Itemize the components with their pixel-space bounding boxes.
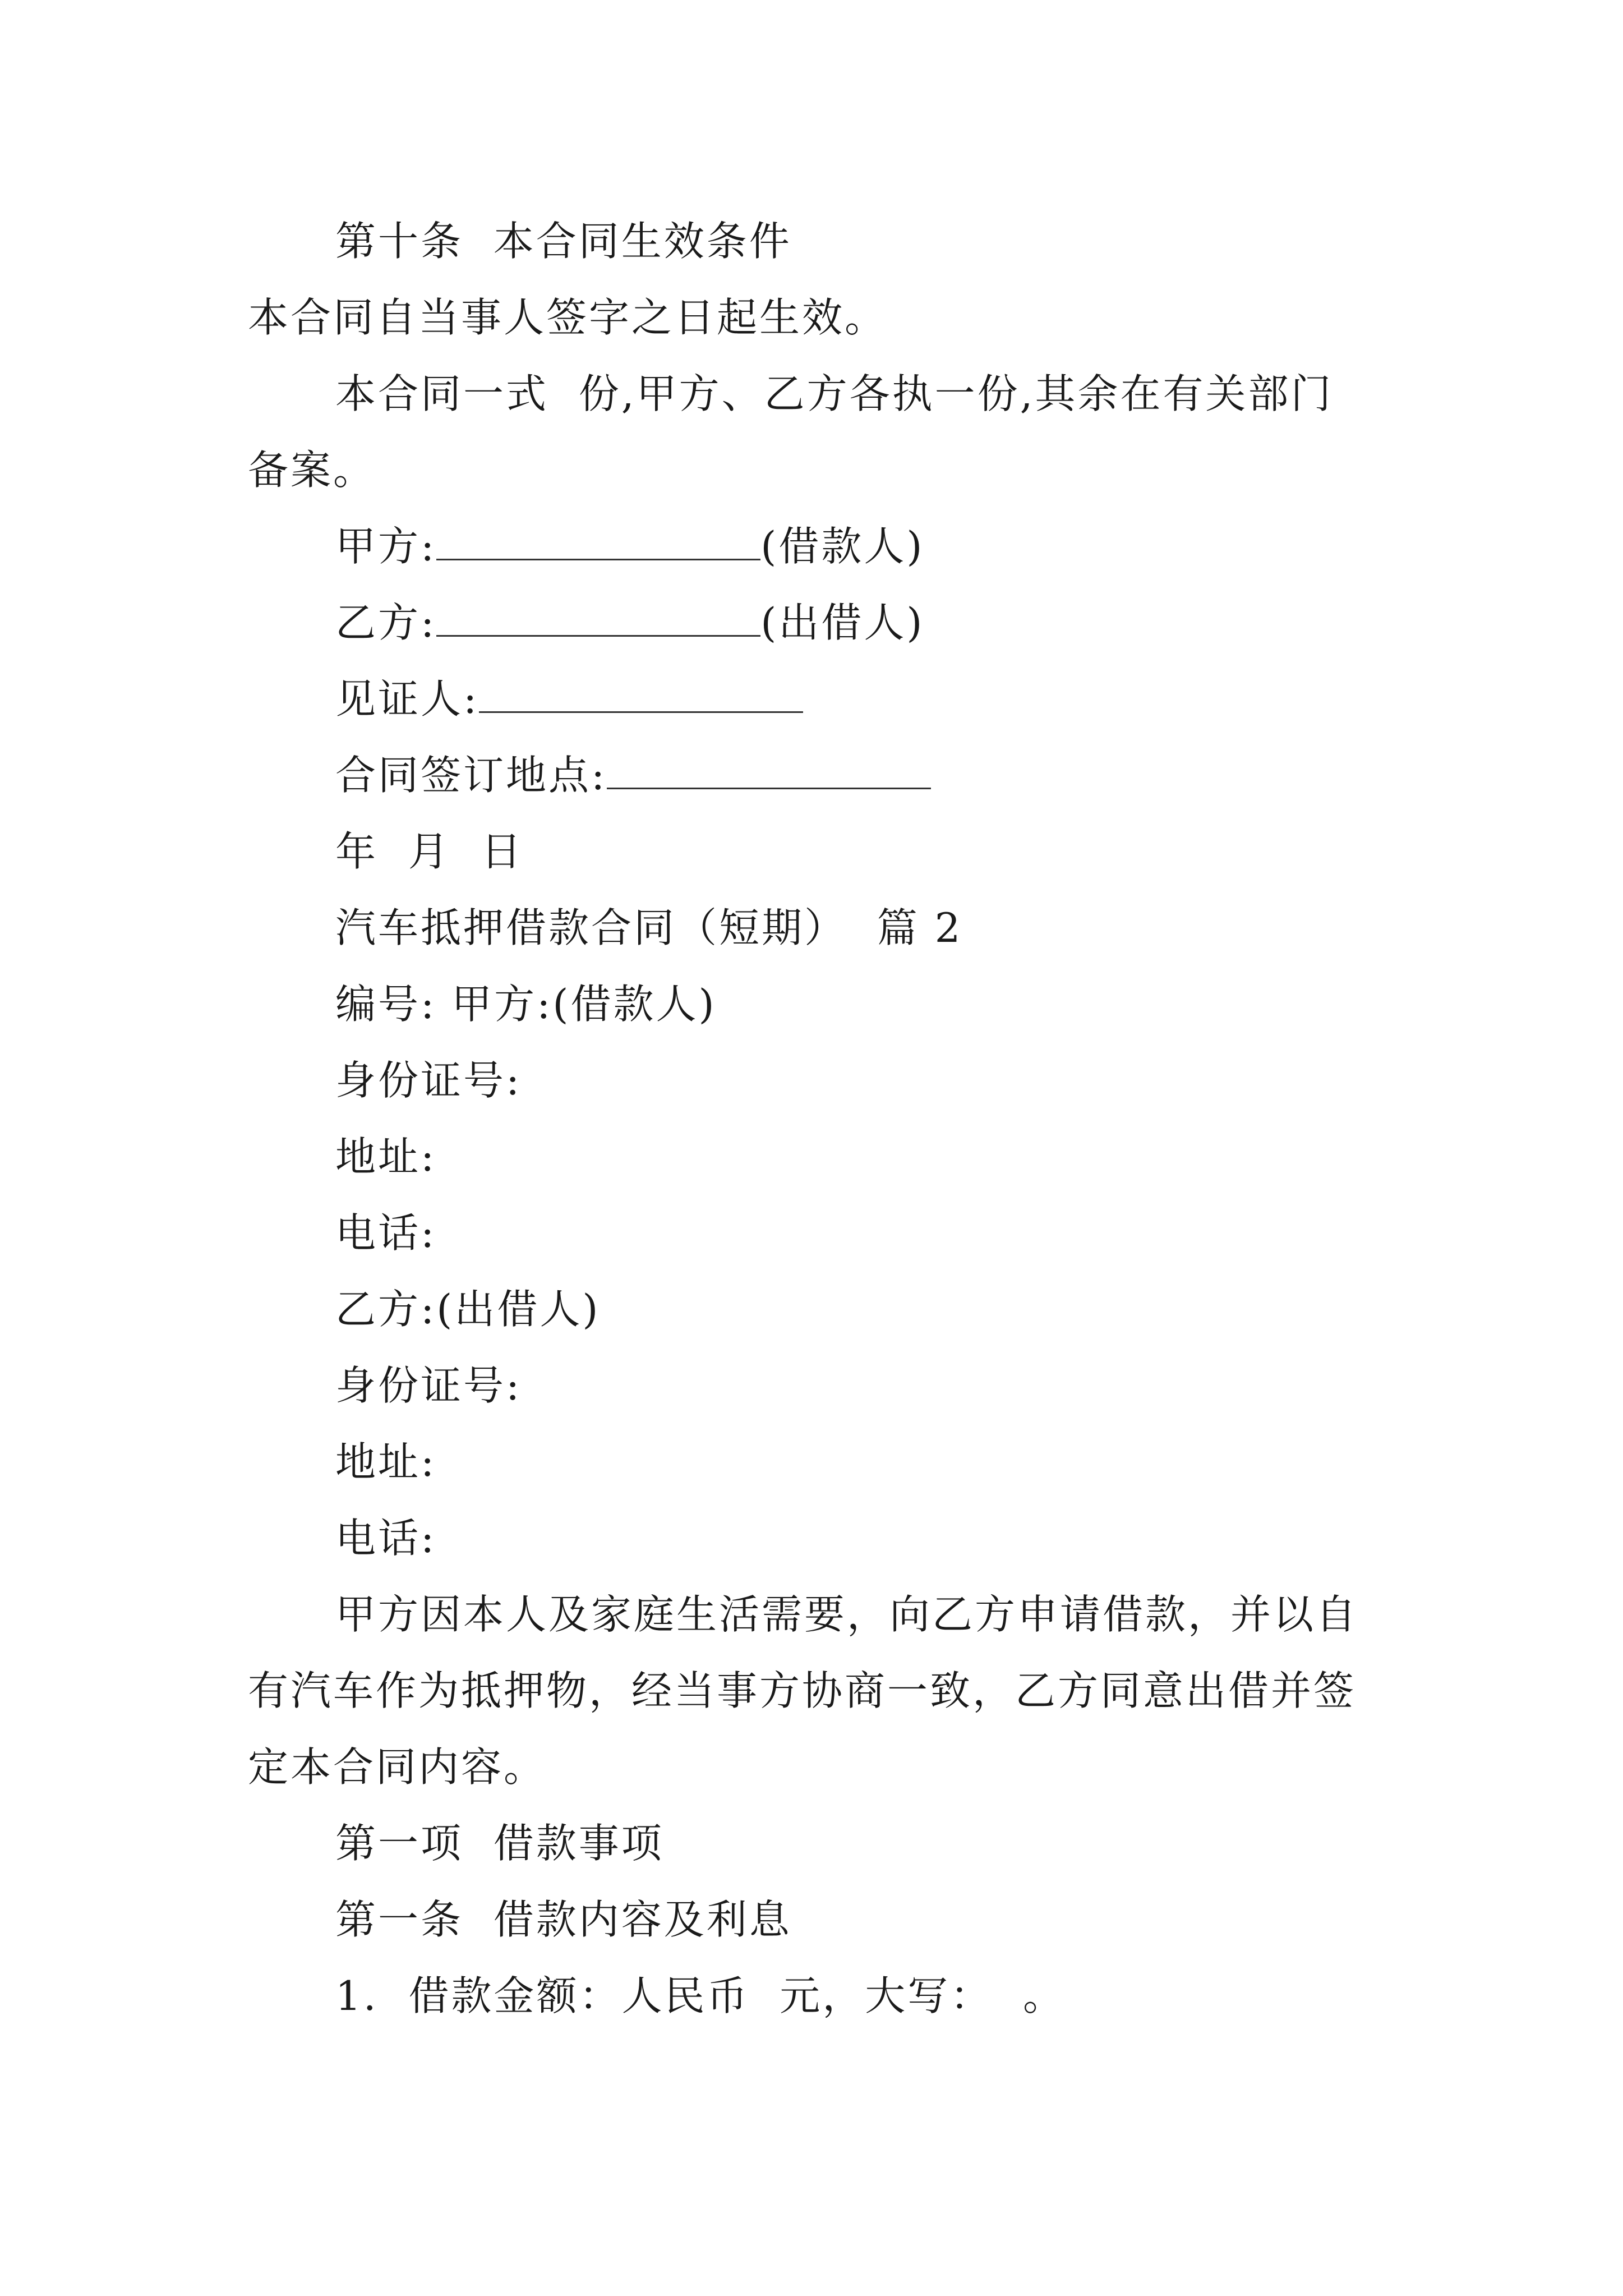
date-line: 年 月 日 bbox=[335, 828, 524, 875]
party-b-label: 乙方: bbox=[335, 599, 437, 646]
intro-paragraph-line-3: 定本合同内容。 bbox=[248, 1743, 547, 1791]
party-b-role: (出借人) bbox=[760, 599, 925, 646]
signing-place bbox=[335, 747, 931, 803]
article-1-heading: 第一条 借款内容及利息 bbox=[335, 1896, 792, 1943]
intro-paragraph-line-1: 甲方因本人及家庭生活需要，向乙方申请借款，并以自 bbox=[335, 1591, 1359, 1638]
signature-witness bbox=[335, 671, 803, 727]
party-b-line: 乙方:(出借人) bbox=[335, 1286, 601, 1333]
party-a-address-line: 地址: bbox=[335, 1133, 437, 1180]
party-a-phone-line: 电话: bbox=[335, 1209, 437, 1257]
loan-amount-line: 1. 借款金额：人民币 元，大写： 。 bbox=[335, 1972, 1066, 2019]
witness-signature-blank bbox=[479, 671, 803, 713]
witness-label: 见证人: bbox=[335, 675, 479, 723]
party-b-address-line: 地址: bbox=[335, 1438, 437, 1485]
party-a-role: (借款人) bbox=[760, 523, 925, 570]
place-label: 合同签订地点: bbox=[335, 752, 607, 799]
party-b-id-line: 身份证号: bbox=[335, 1362, 522, 1409]
party-b-signature-blank bbox=[436, 595, 760, 637]
place-blank bbox=[607, 747, 931, 789]
party-a-signature-blank bbox=[436, 518, 760, 560]
effective-clause: 本合同自当事人签字之日起生效。 bbox=[248, 294, 888, 341]
copies-clause-line-1: 本合同一式 份,甲方、乙方各执一份,其余在有关部门 bbox=[335, 370, 1334, 417]
copies-clause-line-2: 备案。 bbox=[248, 447, 376, 494]
party-b-phone-line: 电话: bbox=[335, 1515, 437, 1562]
article-10-heading: 第十条 本合同生效条件 bbox=[335, 218, 792, 265]
party-a-label: 甲方: bbox=[335, 523, 437, 570]
signature-party-b bbox=[335, 595, 924, 651]
signature-party-a bbox=[335, 518, 924, 574]
item-1-heading: 第一项 借款事项 bbox=[335, 1820, 664, 1867]
party-a-id-line: 身份证号: bbox=[335, 1057, 522, 1104]
contract-2-title: 汽车抵押借款合同（短期） 篇 2 bbox=[335, 904, 963, 951]
number-line: 编号: 甲方:(借款人) bbox=[335, 981, 717, 1028]
intro-paragraph-line-2: 有汽车作为抵押物，经当事方协商一致，乙方同意出借并签 bbox=[248, 1667, 1357, 1714]
